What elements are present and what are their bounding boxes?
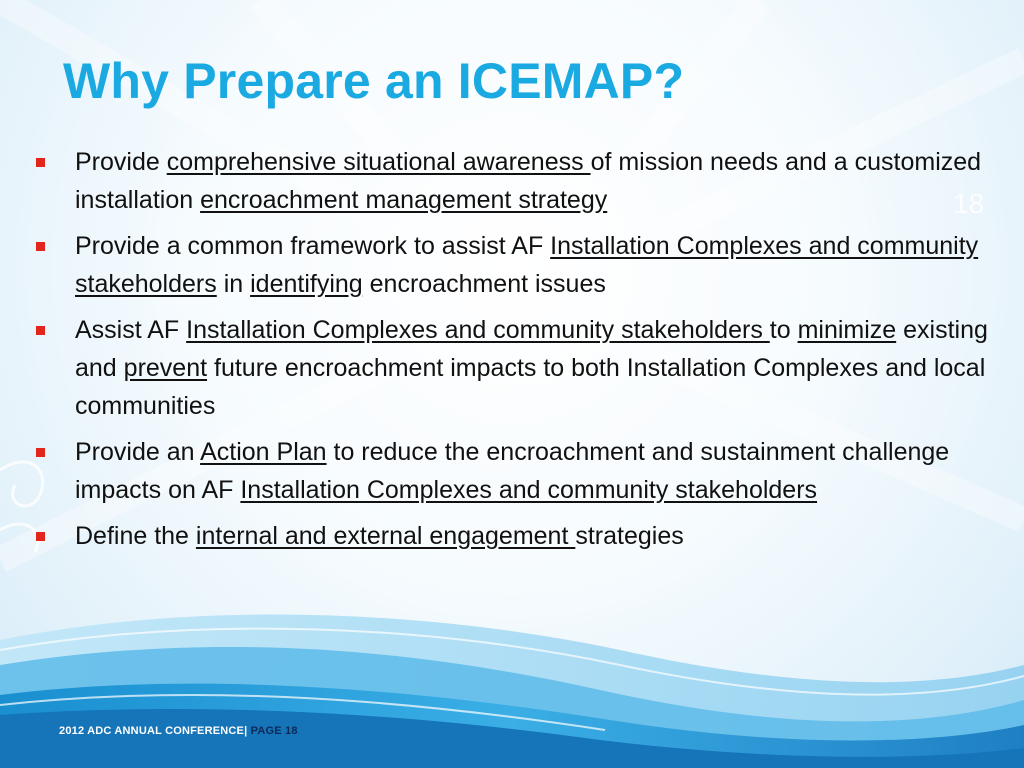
slide-number: 18	[953, 188, 985, 219]
underlined-phrase: internal and external engagement	[195, 522, 576, 550]
bullet-square-icon	[36, 448, 45, 457]
underlined-phrase: minimize	[797, 316, 897, 344]
bullet-square-icon	[36, 532, 45, 541]
underlined-phrase: comprehensive situational awareness	[166, 148, 591, 176]
underlined-phrase: Installation Complexes and community stakeholders	[240, 476, 818, 504]
underlined-phrase: identifying	[250, 270, 363, 298]
bullet-text: Provide	[75, 148, 167, 176]
bullet-text: existing and	[75, 316, 988, 382]
bullet-text: in	[216, 270, 251, 298]
underlined-phrase: prevent	[123, 354, 208, 382]
bullet-item	[75, 311, 1000, 425]
footer-conference: 2012 ADC ANNUAL CONFERENCE|	[59, 725, 248, 737]
bullet-text: encroachment issues	[362, 270, 606, 298]
underlined-phrase: Installation Complexes and community stakeholders	[75, 232, 979, 298]
footer	[59, 725, 298, 737]
bullet-item	[75, 143, 1000, 219]
underlined-phrase: Installation Complexes and community stakeholders	[186, 316, 770, 344]
bullet-text: of mission needs and a customized installation	[75, 148, 982, 214]
bullet-square-icon	[36, 242, 45, 251]
bullet-square-icon	[36, 158, 45, 167]
underlined-phrase: Action Plan	[200, 438, 327, 466]
bullet-square-icon	[36, 326, 45, 335]
bullet-item	[75, 517, 1000, 555]
bullet-text: Provide an	[75, 438, 201, 466]
bullet-text: to reduce the encroachment and sustainment challenge impacts on AF	[75, 438, 950, 504]
underlined-phrase: encroachment management strategy	[200, 186, 608, 214]
bullet-text: future encroachment impacts to both Installation Complexes and local communities	[75, 354, 986, 420]
bullet-text: to	[769, 316, 798, 344]
bullet-item	[75, 227, 1000, 303]
bullet-list	[75, 143, 1000, 563]
footer-page-number: PAGE 18	[247, 725, 298, 737]
bullet-item	[75, 433, 1000, 509]
bullet-text: strategies	[575, 522, 684, 550]
bullet-text: Define the	[75, 522, 196, 550]
slide-title: Why Prepare an ICEMAP?	[63, 53, 685, 109]
bullet-text: Assist AF	[75, 316, 187, 344]
bullet-text: Provide a common framework to assist AF	[75, 232, 551, 260]
